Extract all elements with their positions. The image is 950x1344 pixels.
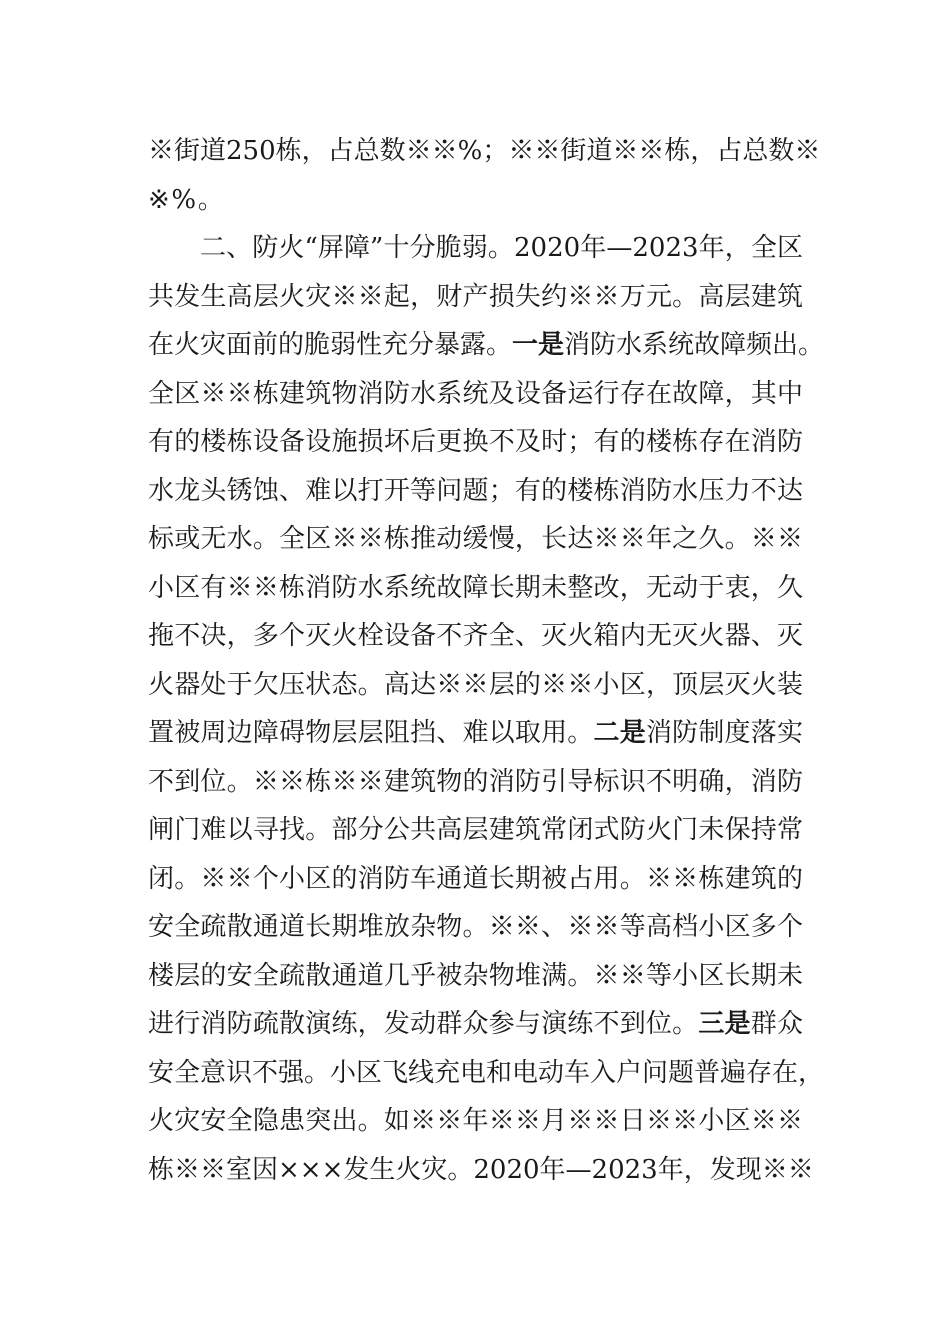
text-run: 消防水系统故障频出。 [564,330,825,360]
text-line [148,661,803,710]
text-line [148,321,825,370]
text-run: 在火灾面前的脆弱性充分暴露。 [148,330,513,360]
text-line [148,515,803,564]
text-line [148,176,803,225]
text-line [148,1049,825,1098]
bold-text: 二是 [593,718,646,748]
text-run: 拖不决，多个灭火栓设备不齐全、灭火箱内无灭火器、灭 [148,621,803,651]
text-line [148,418,803,467]
text-run: 共发生高层火灾※※起，财产损失约※※万元。高层建筑 [148,281,803,312]
text-line [148,273,803,322]
text-run: 闭。※※个小区的消防车通道长期被占用。※※栋建筑的 [148,863,803,894]
text-run: 有的楼栋设备设施损坏后更换不及时；有的楼栋存在消防 [148,427,803,457]
text-run: 火灾安全隐患突出。如※※年※※月※※日※※小区※※ [148,1106,803,1136]
text-line [148,224,803,273]
text-run: 置被周边障碍物层层阻挡、难以取用。 [148,718,594,748]
bold-text: 三是 [698,1009,751,1039]
text-line [148,467,803,516]
text-line [148,1146,814,1195]
text-run: 闸门难以寻找。部分公共高层建筑常闭式防火门未保持常 [148,815,803,845]
text-line [148,1097,803,1146]
text-run: 安全意识不强。小区飞线充电和电动车入户问题普遍存在， [148,1057,825,1088]
text-line [148,612,803,661]
text-line [148,758,803,807]
text-line [148,127,821,176]
text-run: 水龙头锈蚀、难以打开等问题；有的楼栋消防水压力不达 [148,475,803,506]
text-run: 二、防火“屏障”十分脆弱。2020年—2023年，全区 [200,233,803,263]
text-run: ※%。 [148,184,226,215]
text-run: 火器处于欠压状态。高达※※层的※※小区，顶层灭火装 [148,669,803,700]
text-line [148,1000,803,1049]
text-run: 小区有※※栋消防水系统故障长期未整改，无动于衷，久 [148,572,803,603]
text-run: 不到位。※※栋※※建筑物的消防引导标识不明确，消防 [148,766,803,797]
text-run: 栋※※室因×××发生火灾。2020年—2023年，发现※※ [148,1154,814,1185]
text-line [148,564,803,613]
text-line [148,709,803,758]
text-run: 群众 [750,1009,803,1039]
text-line [148,370,803,419]
text-line [148,903,803,952]
text-run: 楼层的安全疏散通道几乎被杂物堆满。※※等小区长期未 [148,960,803,991]
text-line [148,855,803,904]
text-run: 安全疏散通道长期堆放杂物。※※、※※等高档小区多个 [148,912,803,942]
body-text [148,127,825,1194]
text-line [148,806,803,855]
text-run: 全区※※栋建筑物消防水系统及设备运行存在故障，其中 [148,378,803,409]
text-run: 消防制度落实 [645,718,803,748]
text-run: ※街道250栋，占总数※※%；※※街道※※栋，占总数※ [148,136,821,166]
text-line [148,952,803,1001]
text-run: 进行消防疏散演练，发动群众参与演练不到位。 [148,1009,699,1039]
text-run: 标或无水。全区※※栋推动缓慢，长达※※年之久。※※ [148,524,803,554]
bold-text: 一是 [512,330,565,360]
